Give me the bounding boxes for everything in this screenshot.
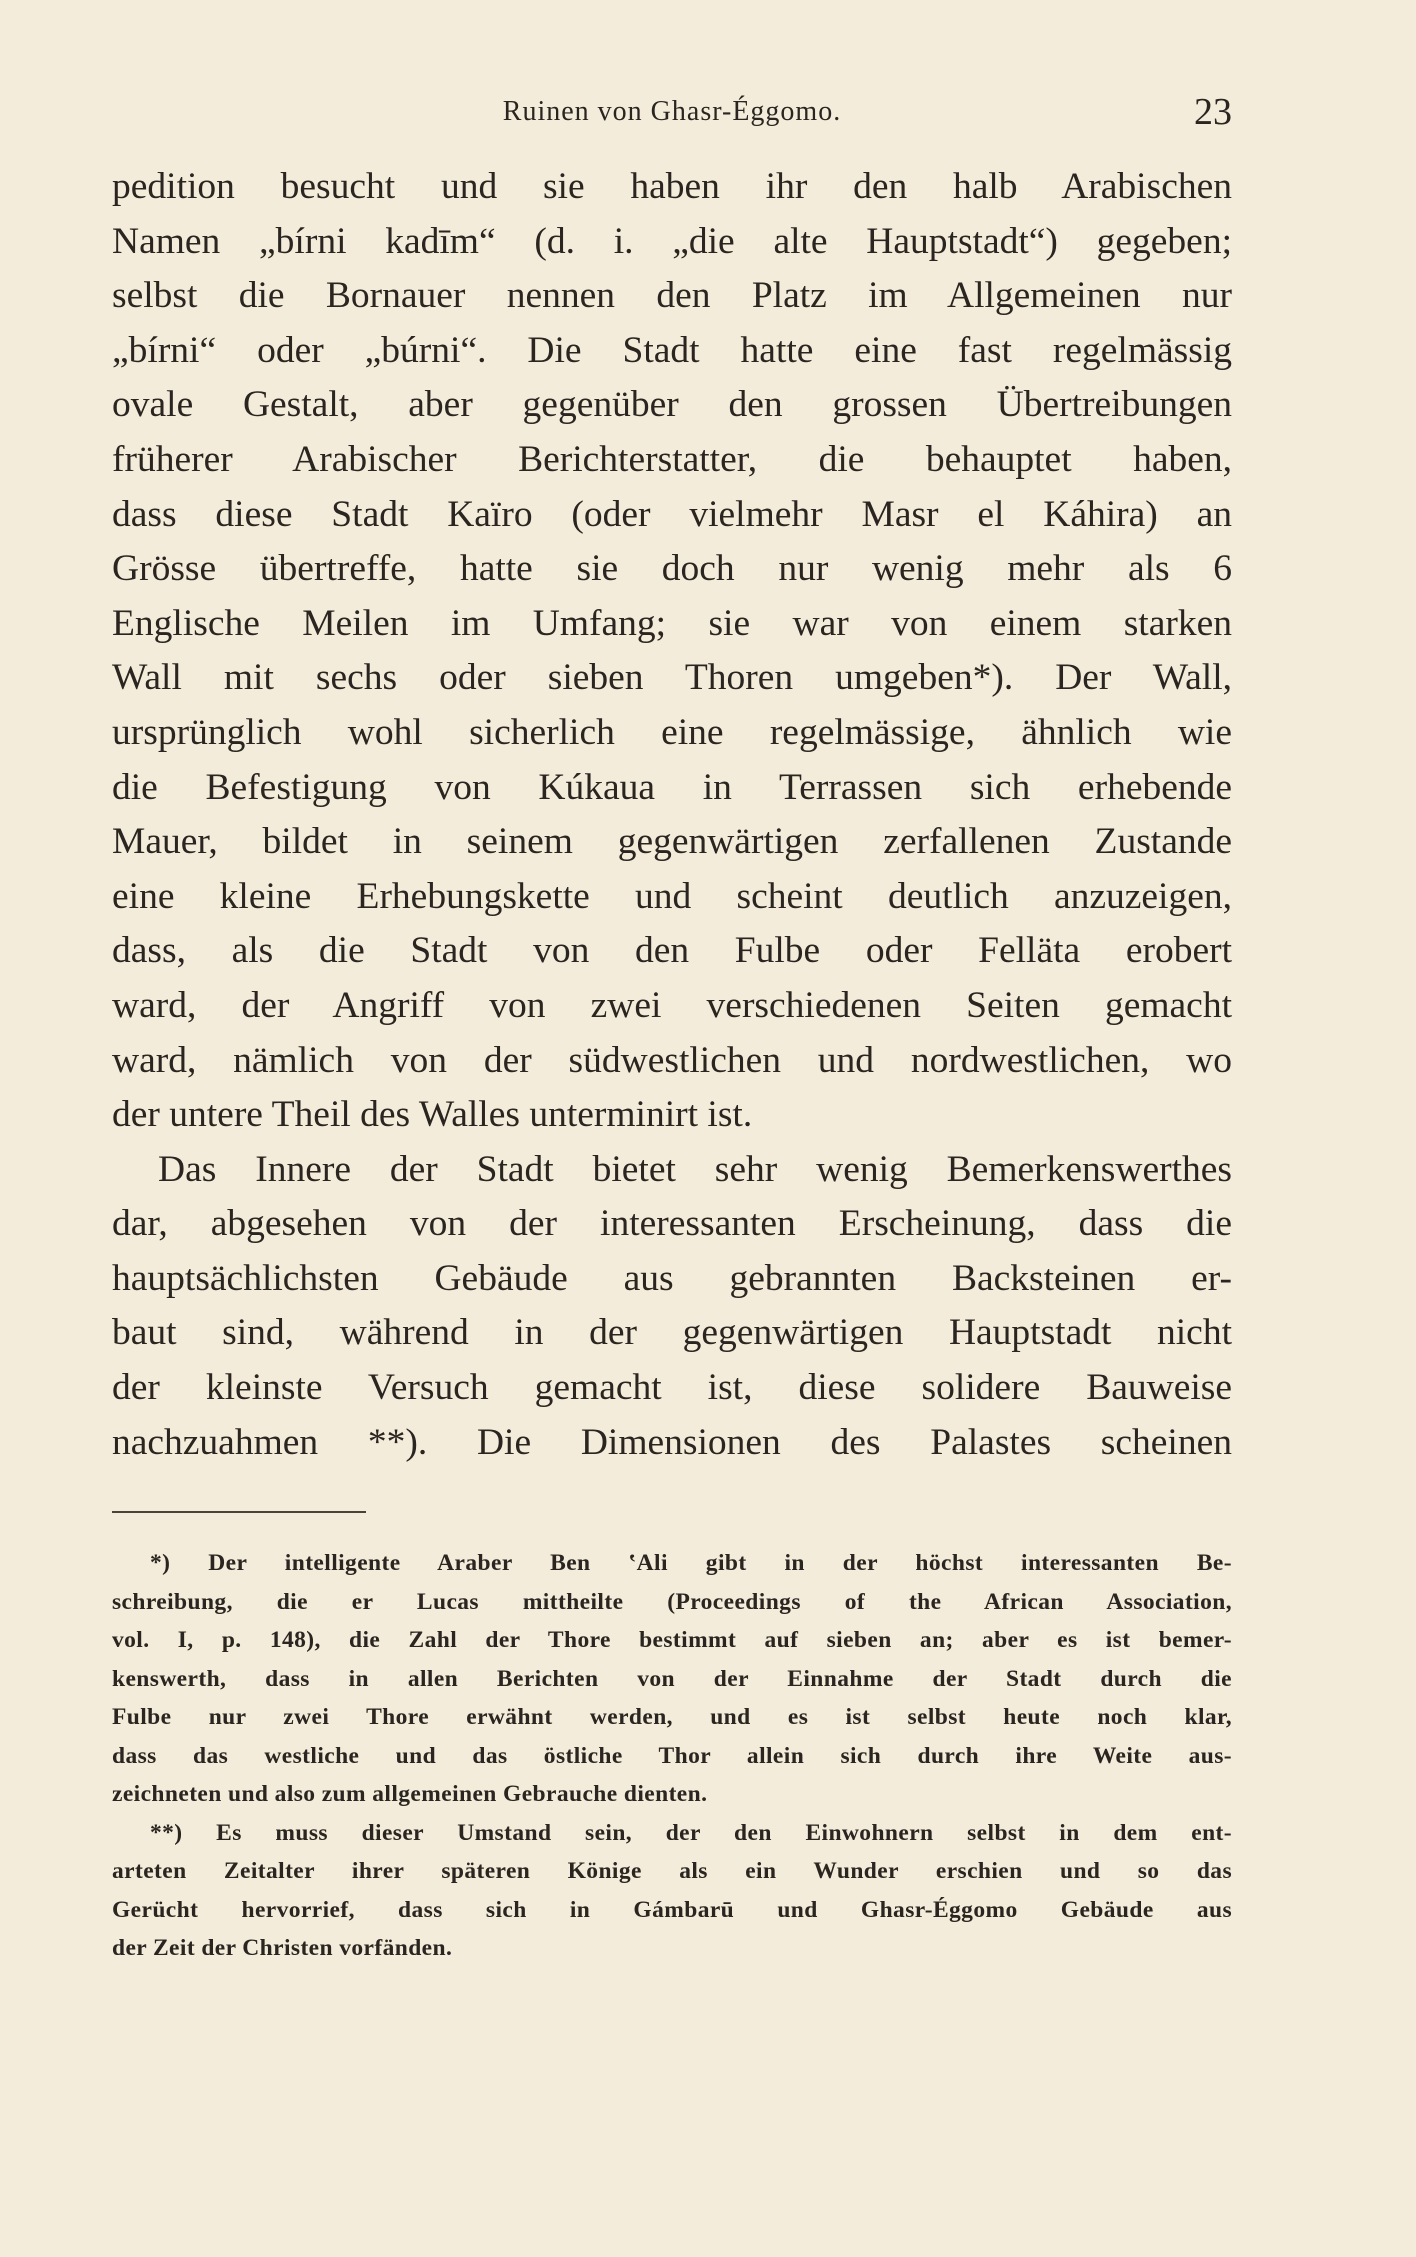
footnote-line: *) Der intelligente Araber Ben ʽAli gibt in der höchst interessanten Be- bbox=[150, 1550, 1232, 1576]
text-line: selbst die Bornauer nennen den Platz im Allgemeinen nur bbox=[112, 275, 1232, 317]
footnote-line: dass das westliche und das östliche Thor allein sich durch ihre Weite aus- bbox=[112, 1742, 1232, 1769]
text-line: Mauer, bildet in seinem gegenwärtigen zerfallenen Zustande bbox=[112, 821, 1232, 863]
text-line: dass diese Stadt Kaïro (oder vielmehr Masr el Káhira) an bbox=[112, 493, 1232, 535]
text-line: früherer Arabischer Berichterstatter, die behauptet haben, bbox=[112, 438, 1232, 480]
page-header bbox=[112, 88, 1232, 144]
text-line: ovale Gestalt, aber gegenüber den grossen Übertreibungen bbox=[112, 384, 1232, 426]
text-line: Englische Meilen im Umfang; sie war von einem starken bbox=[112, 602, 1232, 644]
text-line: pedition besucht und sie haben ihr den halb Arabischen bbox=[112, 166, 1232, 207]
page-number: 23 bbox=[1194, 91, 1232, 133]
text-line: Grösse übertreffe, hatte sie doch nur wenig mehr als 6 bbox=[112, 548, 1232, 590]
text-line: hauptsächlichsten Gebäude aus gebrannten Backsteinen er- bbox=[112, 1257, 1232, 1299]
text-line: Namen „bírni kadīm“ (d. i. „die alte Hauptstadt“) gegeben; bbox=[112, 220, 1232, 262]
footnote-line: **) Es muss dieser Umstand sein, der den Einwohnern selbst in dem ent- bbox=[150, 1819, 1232, 1846]
text-line: ward, der Angriff von zwei verschiedenen Seiten gemacht bbox=[112, 984, 1232, 1026]
footnote-line: Fulbe nur zwei Thore erwähnt werden, und es ist selbst heute noch klar, bbox=[112, 1704, 1232, 1730]
footnote-line: arteten Zeitalter ihrer späteren Könige als ein Wunder erschien und so das bbox=[112, 1858, 1232, 1884]
text-line: der kleinste Versuch gemacht ist, diese solidere Bauweise bbox=[112, 1367, 1232, 1409]
body-text bbox=[112, 160, 1232, 1470]
text-line: Wall mit sechs oder sieben Thoren umgeben*). Der Wall, bbox=[112, 657, 1232, 699]
footnote-separator bbox=[112, 1511, 366, 1513]
footnote-line: vol. I, p. 148), die Zahl der Thore bestimmt auf sieben an; aber es ist bemer- bbox=[112, 1627, 1232, 1653]
text-line: die Befestigung von Kúkaua in Terrassen sich erhebende bbox=[112, 766, 1232, 808]
footnote-line: schreibung, die er Lucas mittheilte (Proceedings of the African Association, bbox=[112, 1588, 1232, 1615]
footnote-line: Gerücht hervorrief, dass sich in Gámbarū und Ghasr-Éggomo Gebäude aus bbox=[112, 1896, 1232, 1923]
text-line: eine kleine Erhebungskette und scheint deutlich anzuzeigen, bbox=[112, 875, 1232, 917]
text-line: baut sind, während in der gegenwärtigen Hauptstadt nicht bbox=[112, 1312, 1232, 1354]
text-line: ursprünglich wohl sicherlich eine regelmässige, ähnlich wie bbox=[112, 711, 1232, 753]
text-line: „bírni“ oder „búrni“. Die Stadt hatte eine fast regelmässig bbox=[112, 329, 1232, 371]
text-line: Das Innere der Stadt bietet sehr wenig Bemerkenswerthes bbox=[158, 1148, 1232, 1190]
text-line: nachzuahmen **). Die Dimensionen des Palastes scheinen bbox=[112, 1421, 1232, 1463]
text-line: dass, als die Stadt von den Fulbe oder Felläta erobert bbox=[112, 930, 1232, 972]
footnote-line: kenswerth, dass in allen Berichten von der Einnahme der Stadt durch die bbox=[112, 1665, 1232, 1692]
text-line: der untere Theil des Walles unterminirt ist. bbox=[112, 1094, 753, 1136]
text-line: dar, abgesehen von der interessanten Erscheinung, dass die bbox=[112, 1203, 1232, 1245]
footnote-line: zeichneten und also zum allgemeinen Gebrauche dienten. bbox=[112, 1781, 708, 1807]
footnote-line: der Zeit der Christen vorfänden. bbox=[112, 1935, 453, 1961]
running-title: Ruinen von Ghasr-Éggomo. bbox=[502, 96, 842, 127]
text-line: ward, nämlich von der südwestlichen und nordwestlichen, wo bbox=[112, 1039, 1232, 1081]
footnotes bbox=[112, 1544, 1232, 1968]
